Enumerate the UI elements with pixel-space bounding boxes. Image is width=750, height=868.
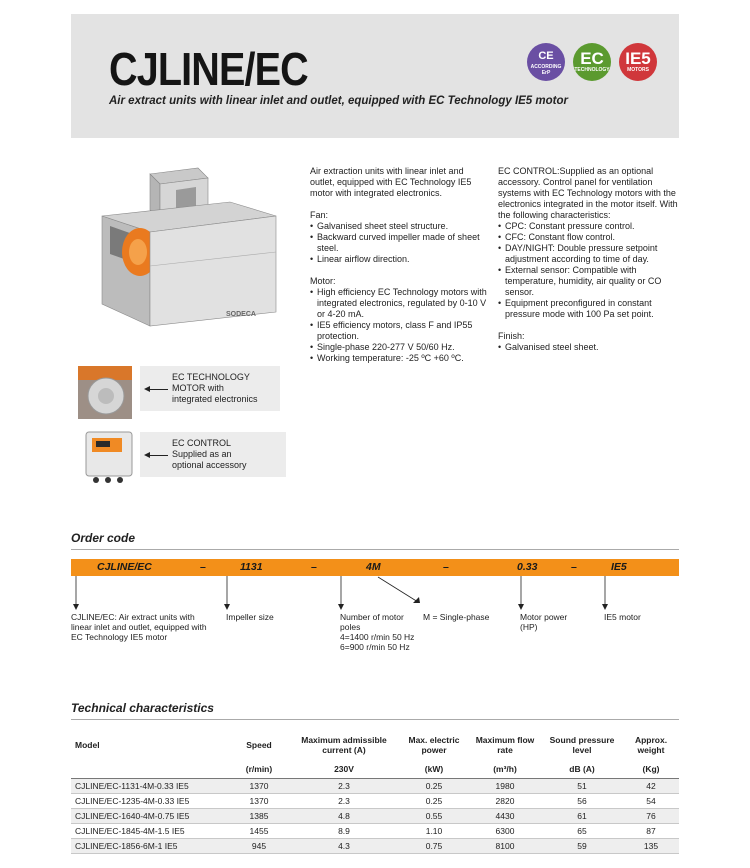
cell: 1455 (229, 824, 289, 839)
table-row (71, 824, 679, 839)
cell: CJLINE/EC-1235-4M-0.33 IE5 (71, 794, 229, 809)
column-header: Sound pressure level (549, 735, 615, 755)
legend-phase: M = Single-phase (423, 612, 490, 622)
cell: 4.3 (289, 839, 399, 854)
table-header-row (71, 730, 679, 760)
ie5-motors-badge-icon: IE5 MOTORS (619, 43, 657, 81)
unit-header: (Kg) (623, 760, 679, 779)
list-item: • Galvanised steel sheet. (498, 342, 678, 353)
ec-technology-badge-icon: EC TECHNOLOGY (573, 43, 611, 81)
cell: 42 (623, 779, 679, 794)
cell: 54 (623, 794, 679, 809)
ec-control-intro: EC CONTROL:Supplied as an optional accessory. Control panel for ventilation systems with EC Technology motors with the electronics integrated in the motor itself. With the following characteristics: (498, 166, 678, 220)
code-dash: – (571, 561, 577, 573)
cell: 945 (229, 839, 289, 854)
code-ie5: IE5 (611, 561, 627, 573)
list-item: • CFC: Constant flow control. (498, 232, 678, 243)
column-header: Maximum admissible current (A) (301, 735, 387, 755)
table-row (71, 794, 679, 809)
ec-control-callout: EC CONTROL Supplied as an optional accessory (140, 432, 286, 477)
cell: 87 (623, 824, 679, 839)
technical-title: Technical characteristics (71, 701, 214, 715)
cell: 2.3 (289, 794, 399, 809)
list-item: • IE5 efficiency motors, class F and IP55 protection. (310, 320, 490, 342)
list-item: • External sensor: Compatible with temperature, humidity, air quality or CO sensor. (498, 265, 678, 298)
cell: 1.10 (399, 824, 469, 839)
legend-model: CJLINE/EC: Air extract units with linear inlet and outlet, equipped with EC Technology IE5 motor (71, 612, 207, 642)
cell: 1385 (229, 809, 289, 824)
unit-header: 230V (289, 760, 399, 779)
cell: CJLINE/EC-1856-6M-1 IE5 (71, 839, 229, 854)
code-dash: – (443, 561, 449, 573)
cell: 56 (541, 794, 623, 809)
legend-ie5: IE5 motor (604, 612, 641, 622)
list-item: • Equipment preconfigured in constant pressure mode with 100 Pa set point. (498, 298, 678, 320)
list-item: • Linear airflow direction. (310, 254, 490, 265)
table-row (71, 779, 679, 794)
code-dash: – (311, 561, 317, 573)
cell: 6300 (469, 824, 541, 839)
motor-heading: Motor: (310, 276, 336, 286)
unit-header: dB (A) (541, 760, 623, 779)
list-item: • CPC: Constant pressure control. (498, 221, 678, 232)
list-item: • DAY/NIGHT: Double pressure setpoint adjustment according to time of day. (498, 243, 678, 265)
legend-poles: Number of motor poles 4=1400 r/min 50 Hz 6=900 r/min 50 Hz (340, 612, 415, 652)
cell: 2820 (469, 794, 541, 809)
list-item: • High efficiency EC Technology motors with integrated electronics, regulated by 0-10 V or 4-20 mA. (310, 287, 490, 320)
column-header: Model (75, 740, 100, 750)
cell: 4430 (469, 809, 541, 824)
column-header: Approx. weight (634, 735, 668, 755)
table-row (71, 809, 679, 824)
unit-header: (kW) (399, 760, 469, 779)
cell: 0.75 (399, 839, 469, 854)
cell: 65 (541, 824, 623, 839)
code-model: CJLINE/EC (97, 561, 152, 573)
cell: 1370 (229, 779, 289, 794)
code-dash: – (200, 561, 206, 573)
list-item: • Backward curved impeller made of sheet steel. (310, 232, 490, 254)
cell: CJLINE/EC-1131-4M-0.33 IE5 (71, 779, 229, 794)
order-code-title: Order code (71, 531, 136, 545)
technical-table (71, 730, 679, 854)
brand-logo: SODECA (226, 311, 256, 318)
column-header: Speed (246, 740, 272, 750)
legend-impeller: Impeller size (226, 612, 274, 622)
cell: 61 (541, 809, 623, 824)
finish-heading: Finish: (498, 331, 525, 341)
unit-header: (m³/h) (469, 760, 541, 779)
code-poles: 4M (366, 561, 381, 573)
ce-erp-badge-icon: CE ACCORDING ErP (527, 43, 565, 81)
page-title: CJLINE/EC (109, 43, 308, 95)
column-header: Maximum flow rate (475, 735, 535, 755)
cell: 135 (623, 839, 679, 854)
table-row (71, 839, 679, 854)
cell: 2.3 (289, 779, 399, 794)
list-item: • Working temperature: -25 ºC +60 ºC. (310, 353, 490, 364)
code-impeller: 1131 (240, 561, 263, 573)
cell: 4.8 (289, 809, 399, 824)
unit-header (71, 760, 229, 779)
cell: 1980 (469, 779, 541, 794)
unit-header: (r/min) (229, 760, 289, 779)
code-power: 0.33 (517, 561, 538, 573)
cell: 51 (541, 779, 623, 794)
cell: 59 (541, 839, 623, 854)
cell: 8.9 (289, 824, 399, 839)
list-item: • Galvanised sheet steel structure. (310, 221, 490, 232)
cell: 1370 (229, 794, 289, 809)
intro-text: Air extraction units with linear inlet and outlet, equipped with EC Technology IE5 motor with integrated electronics. (310, 166, 472, 198)
ec-technology-motor-callout: EC TECHNOLOGY MOTOR with integrated electronics (140, 366, 280, 411)
cell: 0.25 (399, 794, 469, 809)
cell: CJLINE/EC-1845-4M-1.5 IE5 (71, 824, 229, 839)
cell: 0.25 (399, 779, 469, 794)
page-subtitle: Air extract units with linear inlet and outlet, equipped with EC Technology IE5 motor (109, 95, 568, 107)
list-item: • Single-phase 220-277 V 50/60 Hz. (310, 342, 490, 353)
cell: 8100 (469, 839, 541, 854)
divider (71, 719, 679, 720)
legend-power: Motor power (HP) (520, 612, 568, 632)
column-header: Max. electric power (408, 735, 460, 755)
table-units-row (71, 760, 679, 779)
cell: 0.55 (399, 809, 469, 824)
fan-heading: Fan: (310, 210, 329, 220)
cell: 76 (623, 809, 679, 824)
cell: CJLINE/EC-1640-4M-0.75 IE5 (71, 809, 229, 824)
